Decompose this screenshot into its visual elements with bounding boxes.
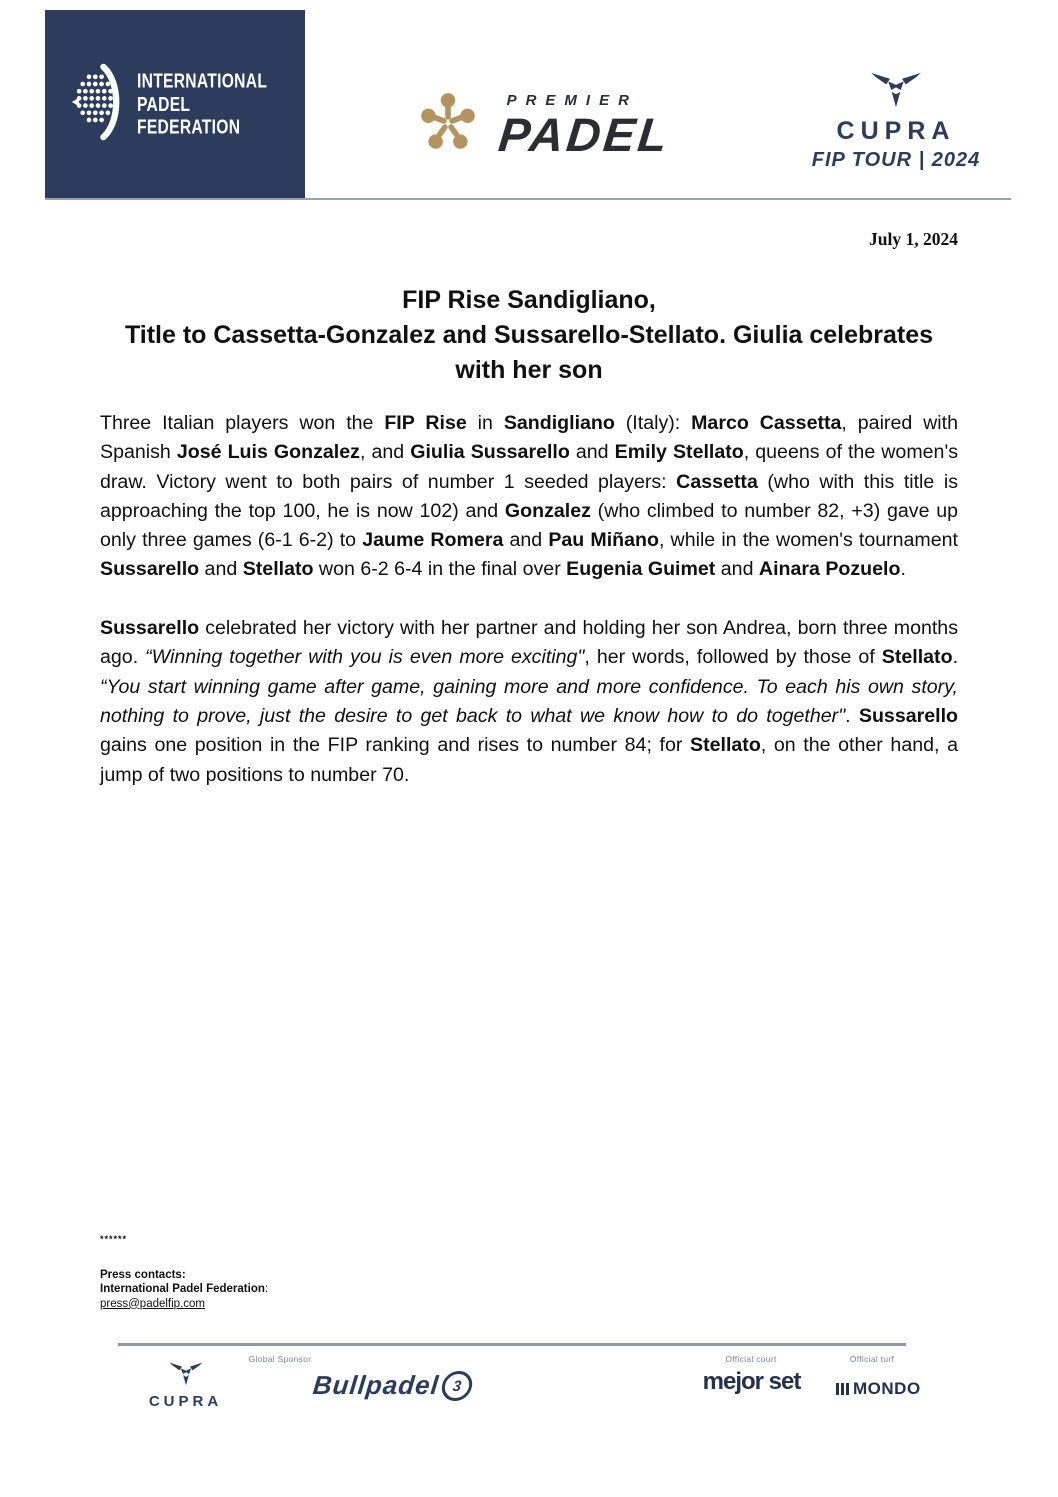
global-sponsor-label: Global Sponsor <box>248 1354 312 1364</box>
date: July 1, 2024 <box>869 229 958 249</box>
cupra-fip-tour-logo <box>781 10 1011 198</box>
article-body <box>100 409 958 790</box>
footer-divider <box>118 1343 906 1346</box>
cupra-bull-footer-icon <box>169 1373 203 1390</box>
bullpadel-ball-icon: 3 <box>440 1371 474 1401</box>
fip-tour-label: FIP TOUR | 2024 <box>811 149 981 171</box>
mondo-wordmark: MONDO <box>853 1379 921 1398</box>
bullpadel-logo <box>313 1370 472 1401</box>
premier-label: PREMIER <box>506 92 638 109</box>
title-line-1: FIP Rise Sandigliano, <box>402 286 656 314</box>
ipf-logo <box>45 10 305 198</box>
org-colon: : <box>264 1283 269 1295</box>
cupra-bull-icon <box>870 72 922 113</box>
press-contacts <box>100 1232 268 1311</box>
header <box>45 10 1011 200</box>
press-contacts-email-row <box>100 1297 268 1312</box>
bullpadel-wordmark: Bullpadel <box>311 1370 441 1400</box>
mondo-logo <box>836 1379 921 1399</box>
official-court-label: Official court <box>725 1354 777 1364</box>
premier-padel-wordmark <box>495 92 673 161</box>
mejorset-logo: mejor set <box>702 1368 801 1395</box>
org-name: International Padel Federation <box>100 1283 265 1295</box>
paragraph-2: Sussarello celebrated her victory with her partner and holding her son Andrea, born three months ago. “Winning together with you is even more exciting", her words, followed by those of Stellato. “You start winning game after game, gaining more and more confidence. To each his own story, nothing to prove, just the desire to get back to what we know how to do together". Sussarello gains one position in the FIP ranking and rises to number 84; for Stellato, on the other hand, a jump of two positions to number 70. <box>100 617 959 786</box>
premier-padel-flower-icon <box>417 90 479 161</box>
ipf-logo-line1: INTERNATIONAL <box>137 69 268 92</box>
ipf-logo-text <box>137 69 267 138</box>
mondo-bars-icon <box>836 1383 849 1395</box>
premier-padel-logo <box>305 10 781 198</box>
press-contacts-label: Press contacts: <box>100 1268 186 1281</box>
ipf-logo-icon <box>71 62 125 147</box>
cupra-footer-logo <box>133 1362 238 1410</box>
padel-label: PADEL <box>495 108 673 161</box>
ipf-logo-line2: PADEL <box>137 92 191 115</box>
cupra-footer-wordmark: CUPRA <box>148 1393 223 1410</box>
cupra-wordmark: CUPRA <box>836 117 956 145</box>
article-title <box>100 283 958 388</box>
title-line-2: Title to Cassetta-Gonzalez and Sussarello-Stellato. Giulia celebrates with her son <box>124 321 934 384</box>
press-email-link[interactable]: press@padelfip.com <box>100 1297 205 1310</box>
separator-asterisks: ****** <box>100 1234 128 1244</box>
press-contacts-org <box>100 1282 268 1297</box>
official-turf-label: Official turf <box>849 1354 895 1364</box>
ipf-logo-line3: FEDERATION <box>137 115 241 138</box>
paragraph-1: Three Italian players won the FIP Rise in Sandigliano (Italy): Marco Cassetta, paired with Spanish José Luis Gonzalez, and Giulia Sussarello and Emily Stellato, queens of the women's draw. Victory went to both pairs of number 1 seeded players: Cassetta (who with this title is approaching the top 100, he is now 102) and Gonzalez (who climbed to number 82, +3) gave up only three games (6-1 6-2) to Jaume Romera and Pau Miñano, while in the women's tournament Sussarello and Stellato won 6-2 6-4 in the final over Eugenia Guimet and Ainara Pozuelo. <box>100 412 958 581</box>
